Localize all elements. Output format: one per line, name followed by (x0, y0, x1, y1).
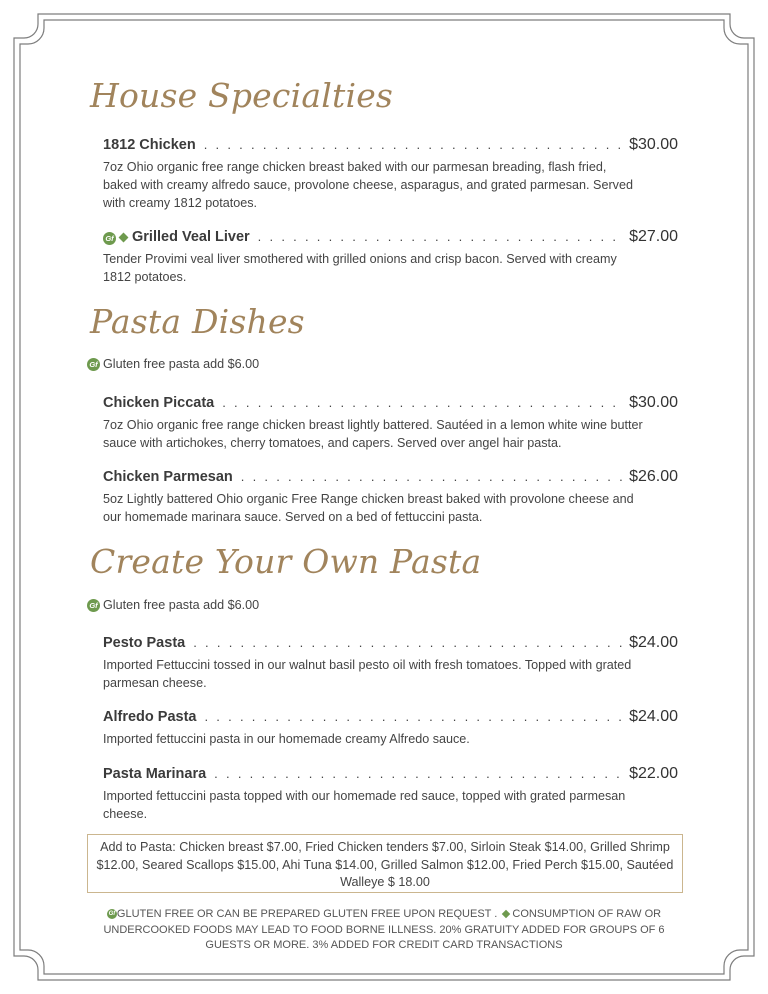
item-price: $30.00 (629, 394, 678, 411)
note-text: Gluten free pasta add $6.00 (103, 598, 260, 612)
dot-leader (258, 229, 625, 244)
gluten-free-note (87, 357, 259, 371)
gluten-free-badge-icon: Gf (108, 911, 116, 918)
item-name: Chicken Parmesan (103, 469, 233, 485)
menu-footer-disclaimer (100, 907, 668, 954)
item-name: Pesto Pasta (103, 635, 186, 651)
menu-item-grilled-veal-liver (103, 228, 678, 286)
dot-leader (222, 395, 625, 410)
item-description: 7oz Ohio organic free range chicken breast lightly battered. Sautéed in a lemon white wine butter sauce with artichokes, cherry tomatoes, and capers. Served over angel hair pasta. (103, 418, 643, 450)
item-name: Chicken Piccata (103, 395, 215, 411)
gluten-free-badge-icon: Gf (103, 232, 116, 245)
dot-leader (204, 709, 625, 724)
dot-leader (204, 137, 625, 152)
section-title-pasta-dishes: Pasta Dishes (90, 302, 305, 341)
item-name: Alfredo Pasta (103, 709, 197, 725)
item-name: Grilled Veal Liver (132, 229, 250, 245)
item-description: 7oz Ohio organic free range chicken breast baked with our parmesan breading, flash fried, baked with creamy alfredo sauce, provolone cheese, asparagus, and grated parmesan. Served with creamy 1812 potatoes. (103, 160, 633, 210)
item-name: Pasta Marinara (103, 766, 207, 782)
menu-item-pasta-marinara (103, 765, 678, 823)
item-description: Tender Provimi veal liver smothered with grilled onions and crisp bacon. Served with creamy 1812 potatoes. (103, 252, 617, 284)
item-description: Imported fettuccini pasta in our homemade creamy Alfredo sauce. (103, 732, 470, 746)
menu-item-chicken-piccata (103, 394, 678, 452)
footer-raw-text: CONSUMPTION OF RAW OR UNDERCOOKED FOODS MAY LEAD TO FOOD BORNE ILLNESS. 20% GRATUITY ADDED FOR GROUPS OF 6 GUESTS OR MORE. 3% ADDED FOR CREDIT CARD TRANSACTIONS (103, 908, 665, 951)
dot-leader (241, 469, 625, 484)
item-price: $24.00 (629, 634, 678, 651)
note-text: Gluten free pasta add $6.00 (103, 357, 260, 371)
menu-item-pesto-pasta (103, 634, 678, 692)
gluten-free-badge-icon: Gf (87, 358, 100, 371)
raw-undercooked-diamond-icon (119, 233, 129, 243)
item-description: 5oz Lightly battered Ohio organic Free Range chicken breast baked with provolone cheese and our homemade marinara sauce. Served on a bed of fettuccini pasta. (103, 492, 634, 524)
section-title-house-specialties: House Specialties (90, 76, 394, 115)
pasta-addons-box: Add to Pasta: Chicken breast $7.00, Fried Chicken tenders $7.00, Sirloin Steak $14.00, Grilled Shrimp $12.00, Seared Scallops $15.00, Ahi Tuna $14.00, Grilled Salmon $12.00, Fried Perch $15.00, Sautéed Walleye $ 18.00 (87, 834, 683, 893)
item-price: $26.00 (629, 468, 678, 485)
item-price: $22.00 (629, 765, 678, 782)
footer-gf-text: GLUTEN FREE OR CAN BE PREPARED GLUTEN FREE UPON REQUEST . (116, 908, 498, 920)
menu-item-alfredo-pasta (103, 708, 678, 748)
menu-item-1812-chicken (103, 136, 678, 212)
gluten-free-note (87, 598, 259, 612)
item-price: $30.00 (629, 136, 678, 153)
item-description: Imported fettuccini pasta topped with our homemade red sauce, topped with grated parmesan cheese. (103, 789, 626, 821)
dot-leader (193, 635, 625, 650)
gluten-free-badge-icon: Gf (87, 599, 100, 612)
item-price: $27.00 (629, 228, 678, 245)
item-name: 1812 Chicken (103, 137, 196, 153)
menu-item-chicken-parmesan (103, 468, 678, 526)
section-title-create-your-own-pasta: Create Your Own Pasta (90, 542, 482, 581)
raw-undercooked-diamond-icon (502, 910, 510, 918)
item-price: $24.00 (629, 708, 678, 725)
item-description: Imported Fettuccini tossed in our walnut basil pesto oil with fresh tomatoes. Topped with grated parmesan cheese. (103, 658, 632, 690)
dot-leader (214, 766, 625, 781)
